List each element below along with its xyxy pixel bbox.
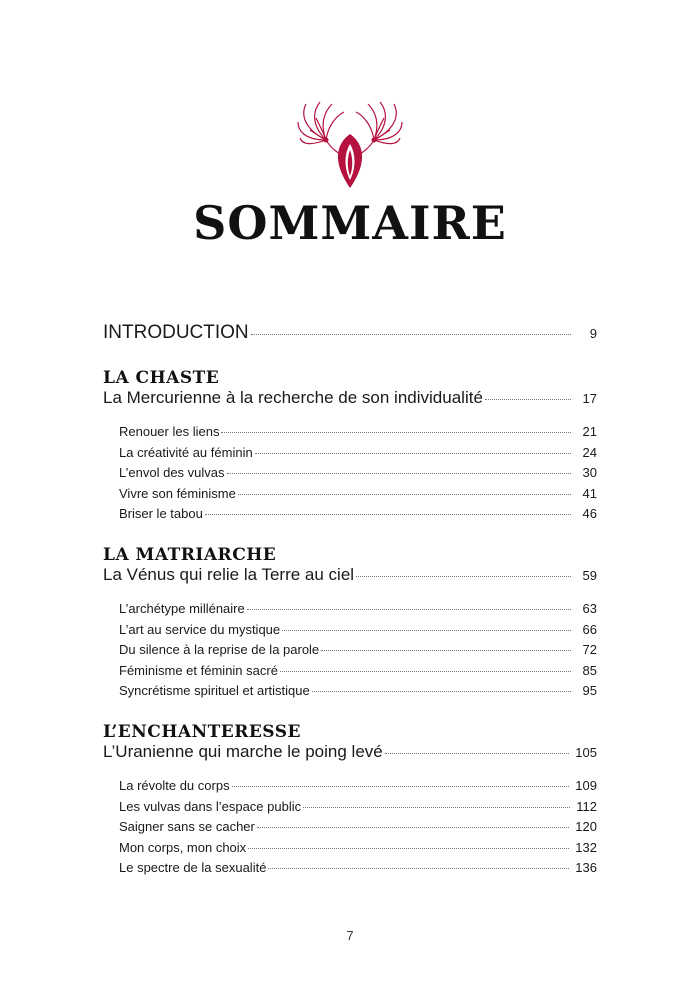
toc-chapter-entry[interactable] xyxy=(103,445,597,466)
chapter-label: Féminisme et féminin sacré xyxy=(119,662,278,678)
part-subtitle: L’Uranienne qui marche le poing levé xyxy=(103,741,383,761)
dot-leader xyxy=(280,671,571,672)
toc-part xyxy=(103,368,597,527)
toc-chapter-entry[interactable] xyxy=(103,819,597,840)
dot-leader xyxy=(268,868,569,869)
toc-chapter-entry[interactable] xyxy=(103,642,597,663)
dot-leader xyxy=(247,609,571,610)
chapter-page: 95 xyxy=(582,683,597,699)
part-title: LA CHASTE xyxy=(103,368,220,388)
dot-leader xyxy=(248,848,569,849)
chapter-label: Le spectre de la sexualité xyxy=(119,860,267,876)
toc-chapter-entry[interactable] xyxy=(103,486,597,507)
chapter-label: Briser le tabou xyxy=(119,506,203,522)
toc-chapter-entry[interactable] xyxy=(103,860,597,881)
page-title: SOMMAIRE xyxy=(193,196,507,250)
toc-entry-page: 105 xyxy=(575,744,597,760)
toc-entry-label: INTRODUCTION xyxy=(103,322,249,343)
dot-leader xyxy=(255,453,571,454)
toc-entry-page: 17 xyxy=(582,391,597,406)
toc-chapter-entry[interactable] xyxy=(103,424,597,445)
toc-chapter-entry[interactable] xyxy=(103,601,597,622)
dot-leader xyxy=(227,473,571,474)
dot-leader xyxy=(356,576,571,577)
chapter-label: Renouer les liens xyxy=(119,424,220,439)
dot-leader xyxy=(321,650,571,651)
chapter-label: Mon corps, mon choix xyxy=(119,839,247,855)
dot-leader xyxy=(312,691,571,692)
chapter-label: Les vulvas dans l’espace public xyxy=(119,798,302,814)
chapter-page: 112 xyxy=(576,798,597,814)
toc-part-entry[interactable] xyxy=(103,388,597,414)
chapter-page: 66 xyxy=(582,621,597,637)
chapter-label: L’art au service du mystique xyxy=(119,621,281,637)
chapter-label: Saigner sans se cacher xyxy=(119,819,255,835)
dot-leader xyxy=(232,786,570,787)
part-title: L’ENCHANTERESSE xyxy=(103,721,301,742)
chapter-page: 136 xyxy=(575,860,597,876)
toc-chapter-entry[interactable] xyxy=(103,622,597,643)
chapter-page: 41 xyxy=(582,485,597,501)
chapter-label: La révolte du corps xyxy=(119,777,230,793)
toc-chapter-entry[interactable] xyxy=(103,683,597,704)
dot-leader xyxy=(238,494,571,495)
toc-chapter-entry[interactable] xyxy=(103,778,597,799)
dot-leader xyxy=(385,753,570,754)
chapter-page: 109 xyxy=(575,777,597,793)
table-of-contents xyxy=(103,322,597,899)
toc-chapter-entry[interactable] xyxy=(103,840,597,861)
dot-leader xyxy=(282,630,571,631)
page-number: 7 xyxy=(346,928,354,943)
chapter-label: La créativité au féminin xyxy=(119,444,253,460)
toc-entry-page: 9 xyxy=(589,326,597,341)
dot-leader xyxy=(221,432,571,433)
toc-part-entry[interactable] xyxy=(103,565,597,591)
toc-chapter-entry[interactable] xyxy=(103,663,597,684)
dot-leader xyxy=(205,514,571,515)
chapter-page: 46 xyxy=(582,506,597,522)
chapter-label: Vivre son féminisme xyxy=(119,485,236,501)
chapter-page: 132 xyxy=(575,839,597,855)
part-subtitle: La Mercurienne à la recherche de son individualité xyxy=(103,388,483,407)
chapter-page: 120 xyxy=(575,819,597,835)
chapter-label: Du silence à la reprise de la parole xyxy=(119,642,320,658)
chapter-page: 63 xyxy=(582,600,597,616)
dot-leader xyxy=(251,334,571,335)
chapter-label: Syncrétisme spirituel et artistique xyxy=(119,683,310,699)
dot-leader xyxy=(303,807,570,808)
chapter-page: 30 xyxy=(582,465,597,481)
toc-entry-page: 59 xyxy=(582,567,597,583)
toc-part xyxy=(103,545,597,704)
toc-chapter-entry[interactable] xyxy=(103,506,597,527)
part-subtitle: La Vénus qui relie la Terre au ciel xyxy=(103,564,355,584)
chapter-page: 72 xyxy=(582,642,597,658)
chapter-label: L’envol des vulvas xyxy=(119,465,225,481)
toc-part-entry[interactable] xyxy=(103,742,597,768)
dot-leader xyxy=(257,827,569,828)
toc-part xyxy=(103,722,597,881)
chapter-page: 85 xyxy=(582,662,597,678)
part-title: LA MATRIARCHE xyxy=(103,544,277,565)
chapter-page: 24 xyxy=(582,444,597,460)
dot-leader xyxy=(485,399,571,400)
lotus-flowers-emblem-icon xyxy=(296,100,404,190)
toc-chapter-entry[interactable] xyxy=(103,799,597,820)
chapter-page: 21 xyxy=(582,424,597,439)
toc-entry-introduction[interactable] xyxy=(103,322,597,350)
toc-chapter-entry[interactable] xyxy=(103,465,597,486)
chapter-label: L’archétype millénaire xyxy=(119,600,245,616)
